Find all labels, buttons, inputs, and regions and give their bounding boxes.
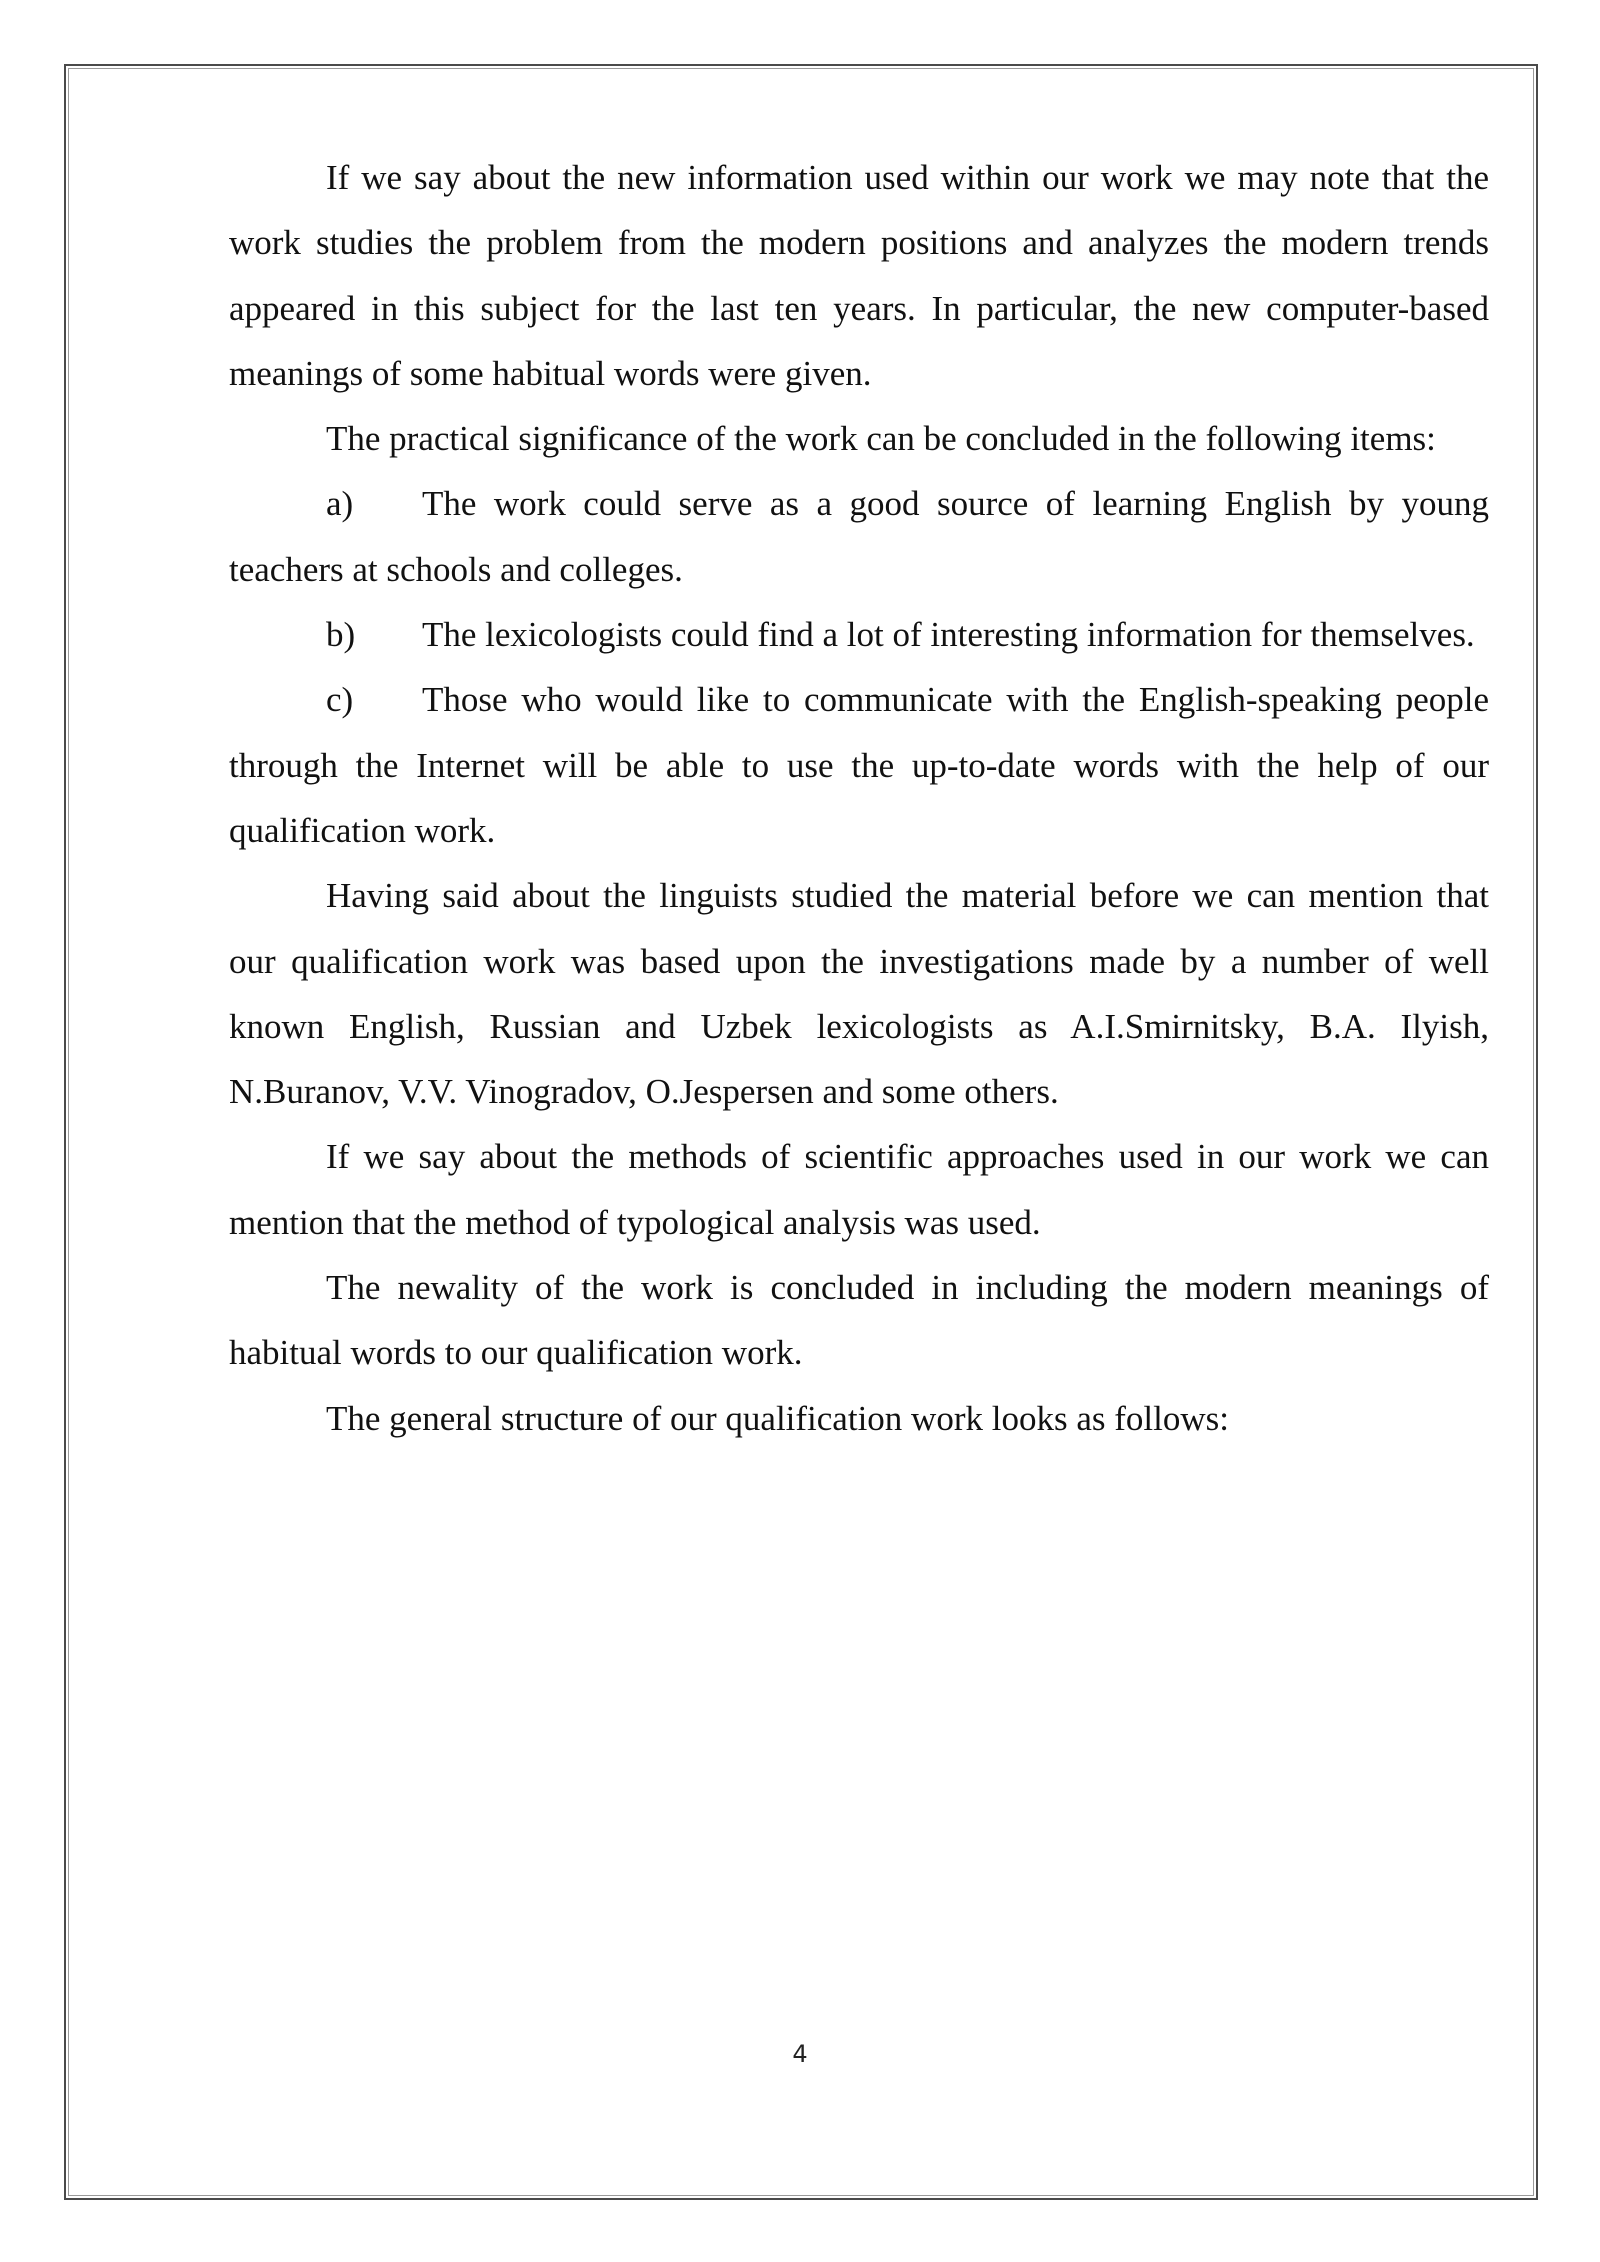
list-marker: c) xyxy=(326,680,354,720)
list-marker: a) xyxy=(326,484,354,524)
list-item xyxy=(229,471,1489,602)
paragraph-methods: If we say about the methods of scientific approaches used in our work we can mention that the method of typological analysis was used. xyxy=(229,1137,1489,1242)
page-number: 4 xyxy=(792,2040,808,2068)
paragraph-practical-significance: The practical significance of the work can be concluded in the following items: xyxy=(326,419,1436,459)
paragraph-general-structure: The general structure of our qualification work looks as follows: xyxy=(326,1398,1229,1438)
list-item-text: The lexicologists could find a lot of interesting information for themselves. xyxy=(422,615,1475,655)
document-body xyxy=(229,145,1489,1451)
paragraph-new-information: If we say about the new information used within our work we may note that the work studies the problem from the modern positions and analyzes the modern trends appeared in this subject for the last ten years. In particular, the new computer-based meanings of some habitual words were given. xyxy=(229,158,1489,393)
list-marker: b) xyxy=(326,615,356,655)
list-item-text: The work could serve as a good source of learning English by young teachers at schools and colleges. xyxy=(229,484,1489,589)
list-item xyxy=(229,602,1489,667)
paragraph-newality: The newality of the work is concluded in including the modern meanings of habitual words to our qualification work. xyxy=(229,1268,1489,1373)
paragraph-linguists: Having said about the linguists studied the material before we can mention that our qualification work was based upon the investigations made by a number of well known English, Russian and Uzbek lexicologists as A.I.Smirnitsky, B.A. Ilyish, N.Buranov, V.V. Vinogradov, O.Jespersen and some others. xyxy=(229,876,1489,1112)
list-item xyxy=(229,667,1489,863)
list-item-text: Those who would like to communicate with the English-speaking people through the Internet will be able to use the up-to-date words with the help of our qualification work. xyxy=(229,680,1489,850)
